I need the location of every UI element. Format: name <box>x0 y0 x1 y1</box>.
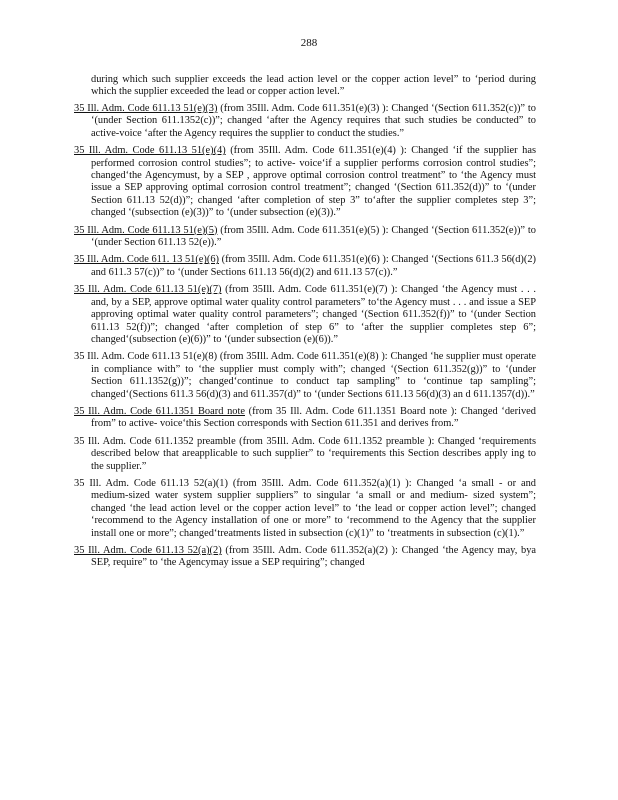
entry-citation: 35 Ill. Adm. Code 611.13 51(e)(3) <box>74 103 218 114</box>
entry <box>74 478 536 540</box>
entry-text: (from 35Ill. Adm. Code 611.351(e)(3) ): Changed ‘(Section 611.352(c))” to ‘(under Section 611.1352(c))”; changed ‘after the Agency requires that such studies be conducted” to active-voice ‘after the Agency requires the supplier to conduct the studies.” <box>91 103 536 139</box>
entry-text: (from 35Ill. Adm. Code 611.351(e)(5) ): Changed ‘(Section 611.352(e))” to ‘(under Section 611.13 52(e)).” <box>91 224 536 249</box>
entry-text: 35 Ill. Adm. Code 611.13 52(a)(1) (from 35Ill. Adm. Code 611.352(a)(1) ): Changed ‘a small - or and medium-sized water system supplier suppliers” to singular ‘a small or and medium- sized system”; changed ‘the lead action level or the copper action level” to ‘the lead or copper action level”; changed ‘recommend to the Agency installation of one or more” to ‘recommend to the Agency that the supplier install one or more”; changed‘treatments listed in subsection (c)(1)” to ‘treatments in subsection (c)(1).” <box>74 477 536 539</box>
entry-text: (from 35Ill. Adm. Code 611.352(a)(2) ): Changed ‘the Agency may, bya SEP, require” to ‘the Agencymay issue a SEP requiring”; changed <box>91 545 536 569</box>
entry-citation: 35 Ill. Adm. Code 611.13 52(a)(2) <box>74 545 222 556</box>
entry-citation: 35 Ill. Adm. Code 611.13 51(e)(4) <box>74 145 226 157</box>
entry-text: (from 35 Ill. Adm. Code 611.1351 Board note ): Changed ‘derived from” to active- voice‘this Section corresponds with Section 611.351 and derives from.” <box>91 405 536 430</box>
entry <box>74 351 536 401</box>
continuation-paragraph: during which such supplier exceeds the lead action level or the copper action level” to ‘period during which the supplier exceeded the lead or copper action level.” <box>91 74 536 98</box>
entry-text: 35 Ill. Adm. Code 611.1352 preamble (from 35Ill. Adm. Code 611.1352 preamble ): Changed ‘requirements described below that areapplicable to such supplier” to ‘requirements this Section describes apply ing to the supplier.” <box>74 435 536 472</box>
entry-citation: 35 Ill. Adm. Code 611.13 51(e)(5) <box>74 224 218 236</box>
entry-list <box>74 103 536 575</box>
entry <box>74 145 536 219</box>
page-number: 288 <box>300 37 318 49</box>
entry-text: (from 35Ill. Adm. Code 611.351(e)(7) ): Changed ‘the Agency must . . . and, by a SEP, approve optimal water quality control parameters” to‘the Agency must . . . and issue a SEP approving optimal water quality control parameters”; changed ‘(Section 611.352(f))” to ‘(under Section 611.13 52(f))”; changed ‘after completion of step 6” to ‘after the supplier completes step 6”; changed‘(subsection (e)(6))” to ‘(under subsection (e)(6)).” <box>91 284 536 345</box>
entry <box>74 406 536 431</box>
entry <box>74 436 536 473</box>
entry <box>74 545 536 570</box>
entry-citation: 35 Ill. Adm. Code 611.1351 Board note <box>74 405 245 417</box>
entry-citation: 35 Ill. Adm. Code 611. 13 51(e)(6) <box>74 254 219 266</box>
entry <box>74 284 536 346</box>
entry-text: (from 35Ill. Adm. Code 611.351(e)(4) ): Changed ‘if the supplier has performed corrosion control studies”; to active- voice‘if a supplier performs corrosion control studies”; changed‘the Agencymust, by a SEP , approve optimal corrosion control treatment” to ‘the Agency must issue a SEP approving optimal corrosion control treatment”; changed ‘(Section 611.352(d))” to ‘(under Section 611.13 52(d))”; changed ‘after completion of step 3” to‘after the supplier completes step 3”; changed ‘(subsection (e)(3))” to ‘(under subsection (e)(3)).” <box>91 145 536 219</box>
entry <box>74 225 536 250</box>
entry-text: (from 35Ill. Adm. Code 611.351(e)(6) ): Changed ‘(Sections 611.3 56(d)(2) and 611.3 57(c))” to ‘(under Sections 611.13 56(d)(2) and 611.13 57(c)).” <box>91 254 536 278</box>
entry-text: 35 Ill. Adm. Code 611.13 51(e)(8) (from 35Ill. Adm. Code 611.351(e)(8) ): Changed ‘he supplier must operate in compliance with” to ‘the supplier must comply with”; changed ‘(Section 611.352(g))” to ‘(under Section 611.1352(g))”; changed‘continue to conduct tap sampling” to ‘continue tap sampling”; changed‘(Sections 611.3 56(d)(3) and 611.357(d)” to ‘(under Sections 611.13 56(d)(3) an d 611.1357(d)).” <box>74 351 536 400</box>
entry-citation: 35 Ill. Adm. Code 611.13 51(e)(7) <box>74 284 222 296</box>
entry <box>74 103 536 140</box>
entry <box>74 254 536 279</box>
